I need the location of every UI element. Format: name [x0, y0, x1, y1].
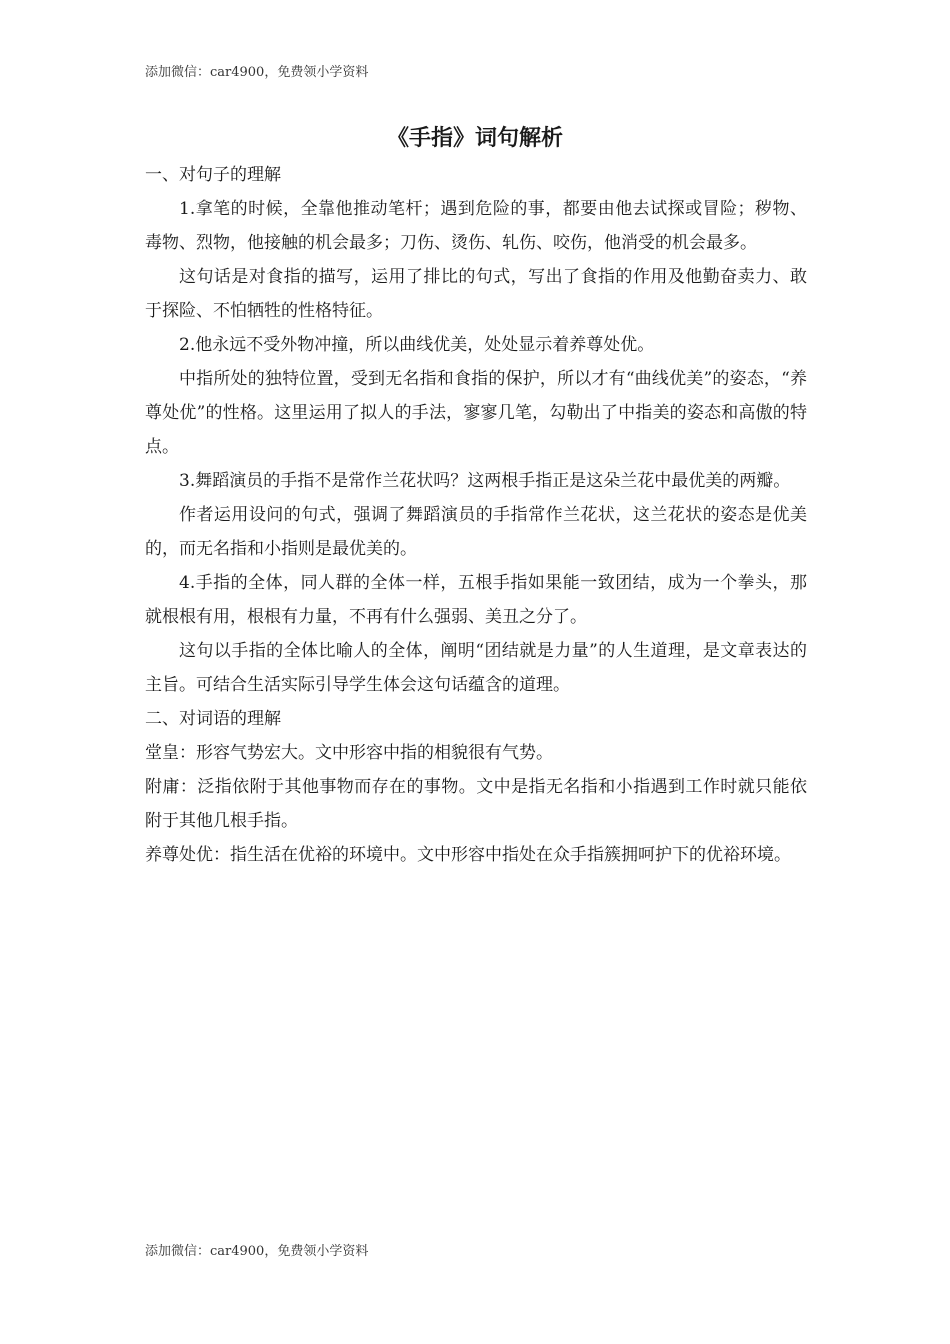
sentence-2: 2.他永远不受外物冲撞，所以曲线优美，处处显示着养尊处优。 — [179, 335, 655, 355]
word-definition-tanghuang: 堂皇：形容气势宏大。文中形容中指的相貌很有气势。 — [145, 743, 553, 763]
analysis-1: 这句话是对食指的描写，运用了排比的句式，写出了食指的作用及他勤奋卖力、敢于探险、不怕牺牲的性格特征。 — [145, 267, 807, 321]
analysis-3: 作者运用设问的句式，强调了舞蹈演员的手指常作兰花状，这兰花状的姿态是优美的，而无名指和小指则是最优美的。 — [145, 505, 807, 559]
word-definition-yangzunchuyou: 养尊处优：指生活在优裕的环境中。文中形容中指处在众手指簇拥呵护下的优裕环境。 — [145, 845, 791, 865]
analysis-2: 中指所处的独特位置，受到无名指和食指的保护，所以才有“曲线优美”的姿态，“养尊处优”的性格。这里运用了拟人的手法，寥寥几笔，勾勒出了中指美的姿态和高傲的特点。 — [145, 369, 807, 457]
section-heading-sentences: 一、对句子的理解 — [145, 165, 281, 185]
header-note: 添加微信：car4900，免费领小学资料 — [145, 65, 369, 80]
word-definition-fuyong: 附庸：泛指依附于其他事物而存在的事物。文中是指无名指和小指遇到工作时就只能依附于其他几根手指。 — [145, 777, 807, 831]
sentence-3: 3.舞蹈演员的手指不是常作兰花状吗？这两根手指正是这朵兰花中最优美的两瓣。 — [179, 471, 791, 491]
document-body — [145, 158, 807, 872]
document-title: 《手指》词句解析 — [386, 125, 563, 151]
sentence-4: 4.手指的全体，同人群的全体一样，五根手指如果能一致团结，成为一个拳头，那就根根有用，根根有力量，不再有什么强弱、美丑之分了。 — [145, 573, 807, 627]
analysis-4: 这句以手指的全体比喻人的全体，阐明“团结就是力量”的人生道理，是文章表达的主旨。可结合生活实际引导学生体会这句话蕴含的道理。 — [145, 641, 807, 695]
footer-note: 添加微信：car4900，免费领小学资料 — [145, 1244, 369, 1259]
sentence-1: 1.拿笔的时候，全靠他推动笔杆；遇到危险的事，都要由他去试探或冒险；秽物、毒物、烈物，他接触的机会最多；刀伤、烫伤、轧伤、咬伤，他消受的机会最多。 — [145, 199, 807, 253]
section-heading-words: 二、对词语的理解 — [145, 709, 281, 729]
